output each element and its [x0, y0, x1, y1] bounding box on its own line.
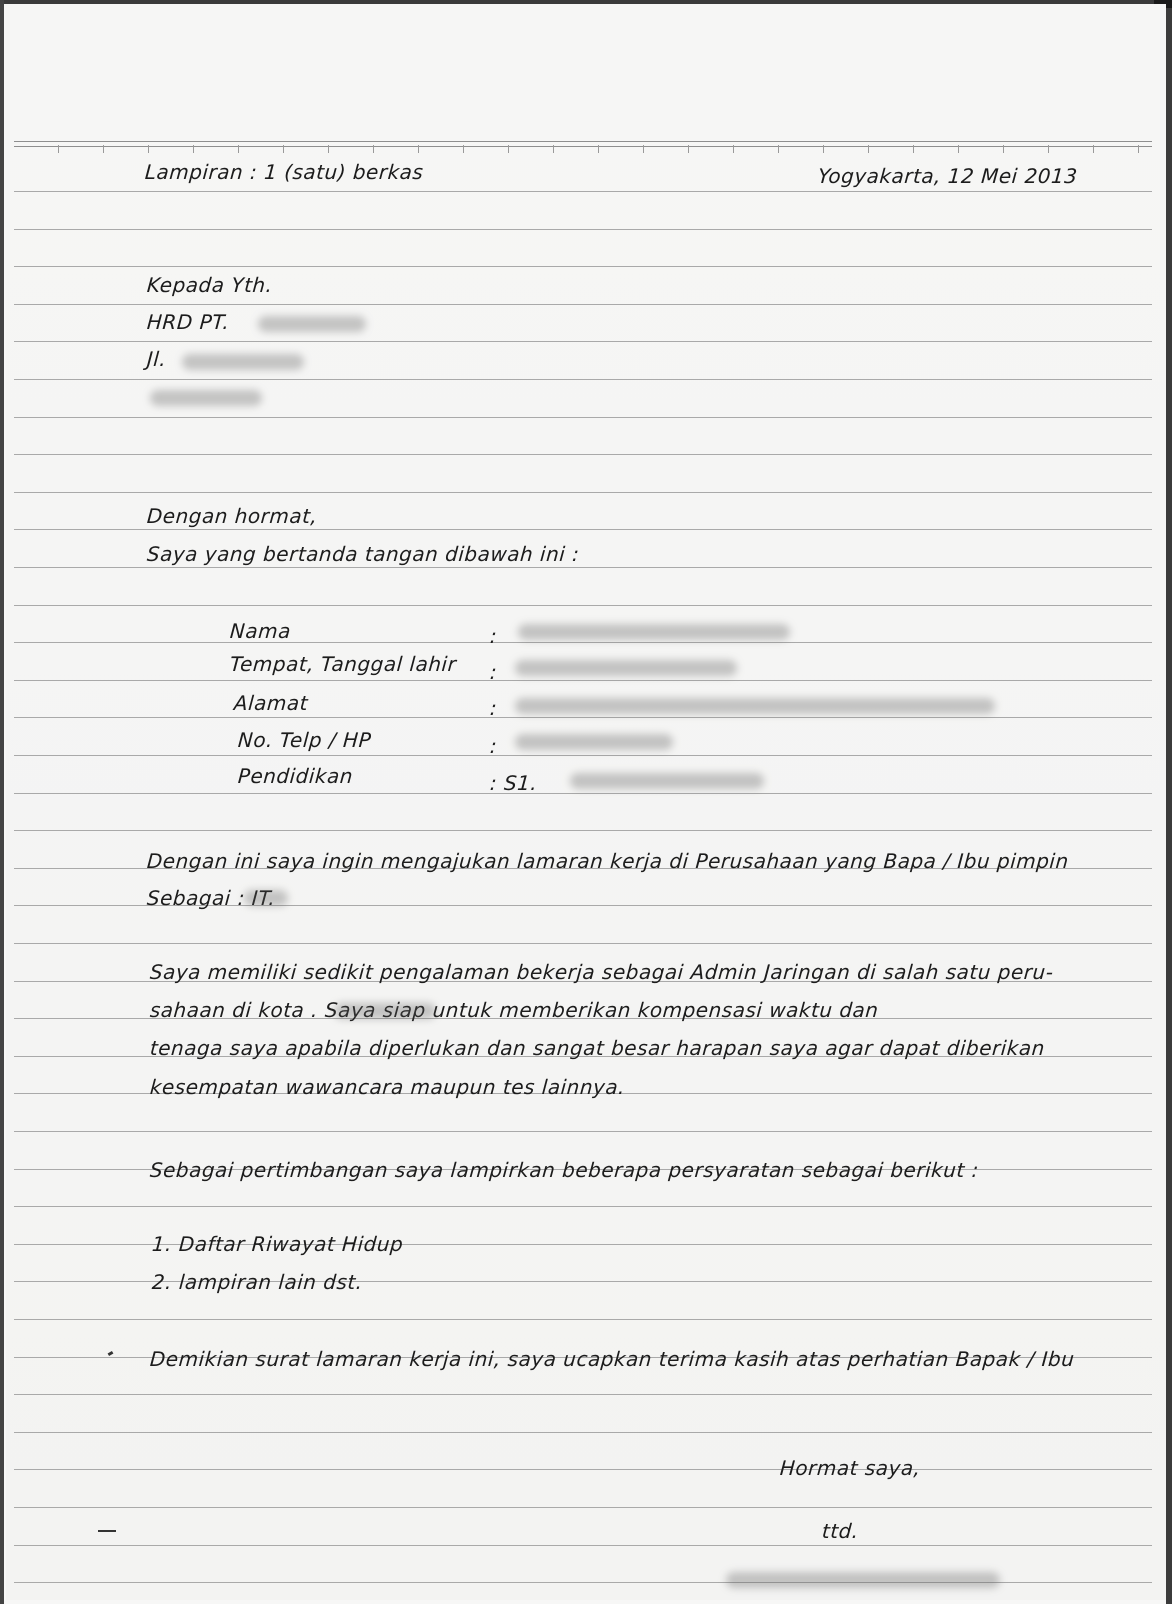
para2-line-2: sahaan di kota . Saya siap untuk memberikan kompensasi waktu dan: [149, 998, 880, 1022]
para1-line-2: Sebagai : IT.: [146, 886, 277, 910]
ruled-line: [14, 793, 1152, 794]
ruled-line: [14, 191, 1152, 192]
ruled-line: [14, 680, 1152, 681]
redacted-street: [182, 354, 304, 370]
field-label-phone: No. Telp / HP: [237, 728, 373, 752]
paper-tick-marks: [14, 145, 1152, 153]
para2-line-1: Saya memiliki sedikit pengalaman bekerja sebagai Admin Jaringan di salah satu peru-: [149, 960, 1055, 984]
field-sep-address: :: [489, 696, 499, 720]
ruled-line: [14, 830, 1152, 831]
ruled-line: [14, 341, 1152, 342]
ruled-line: [14, 304, 1152, 305]
para2-line-4: kesempatan wawancara maupun tes lainnya.: [149, 1075, 626, 1099]
field-label-birth: Tempat, Tanggal lahir: [229, 652, 458, 676]
redacted-city: [150, 390, 262, 406]
ruled-line: [14, 1206, 1152, 1207]
ruled-line: [14, 567, 1152, 568]
ruled-line: [14, 229, 1152, 230]
redacted-phone: [515, 734, 673, 750]
salutation: Dengan hormat,: [146, 504, 319, 528]
margin-dash: [98, 1530, 116, 1532]
field-label-name: Nama: [229, 619, 292, 643]
ruled-line: [14, 717, 1152, 718]
field-sep-birth: :: [489, 660, 499, 684]
place-date: Yogyakarta, 12 Mei 2013: [817, 164, 1079, 188]
attachment-line: Lampiran : 1 (satu) berkas: [144, 160, 425, 184]
closing-line: Demikian surat lamaran kerja ini, saya ucapkan terima kasih atas perhatian Bapak / Ibu: [149, 1347, 1076, 1371]
redacted-birth: [515, 660, 737, 676]
recipient-line-1: Kepada Yth.: [146, 273, 274, 297]
intro-line: Saya yang bertanda tangan dibawah ini :: [146, 542, 581, 566]
redacted-position: [244, 890, 288, 906]
field-label-education: Pendidikan: [237, 764, 354, 788]
field-sep-name: :: [489, 624, 499, 648]
ruled-line: [14, 379, 1152, 380]
scan-edge-right: [1166, 0, 1172, 1604]
redacted-address: [515, 698, 995, 714]
redacted-signatory-name: [726, 1572, 1000, 1588]
ruled-line: [14, 454, 1152, 455]
para3-line: Sebagai pertimbangan saya lampirkan beberapa persyaratan sebagai berikut :: [149, 1158, 980, 1182]
ruled-line: [14, 755, 1152, 756]
ruled-line: [14, 943, 1152, 944]
field-sep-phone: :: [489, 734, 499, 758]
para1-line-1: Dengan ini saya ingin mengajukan lamaran kerja di Perusahaan yang Bapa / Ibu pimpin: [146, 849, 1070, 873]
field-label-address: Alamat: [233, 691, 309, 715]
field-sep-education: : S1.: [489, 771, 539, 795]
ruled-line: [14, 1545, 1152, 1546]
ruled-line: [14, 1507, 1152, 1508]
recipient-line-3: Jl.: [146, 347, 168, 371]
recipient-line-2: HRD PT.: [146, 310, 231, 334]
ruled-line: [14, 1394, 1152, 1395]
ruled-line: [14, 1131, 1152, 1132]
redacted-education: [570, 773, 764, 789]
ruled-line: [14, 417, 1152, 418]
redacted-company-name: [258, 316, 366, 332]
ruled-line: [14, 266, 1152, 267]
ruled-line: [14, 529, 1152, 530]
ruled-line: [14, 642, 1152, 643]
attachment-item-1: 1. Daftar Riwayat Hidup: [151, 1232, 405, 1256]
ruled-line: [14, 605, 1152, 606]
scan-edge-left: [0, 0, 4, 1604]
ruled-line: [14, 1469, 1152, 1470]
signature: ttd.: [821, 1519, 860, 1543]
ruled-line: [14, 492, 1152, 493]
redacted-name: [518, 624, 790, 640]
attachment-item-2: 2. lampiran lain dst.: [151, 1270, 364, 1294]
para2-line-3: tenaga saya apabila diperlukan dan sangat besar harapan saya agar dapat diberikan: [149, 1036, 1046, 1060]
ruled-line: [14, 1319, 1152, 1320]
regards: Hormat saya,: [779, 1456, 922, 1480]
redacted-city-2: [334, 1003, 436, 1019]
ruled-line: [14, 1432, 1152, 1433]
